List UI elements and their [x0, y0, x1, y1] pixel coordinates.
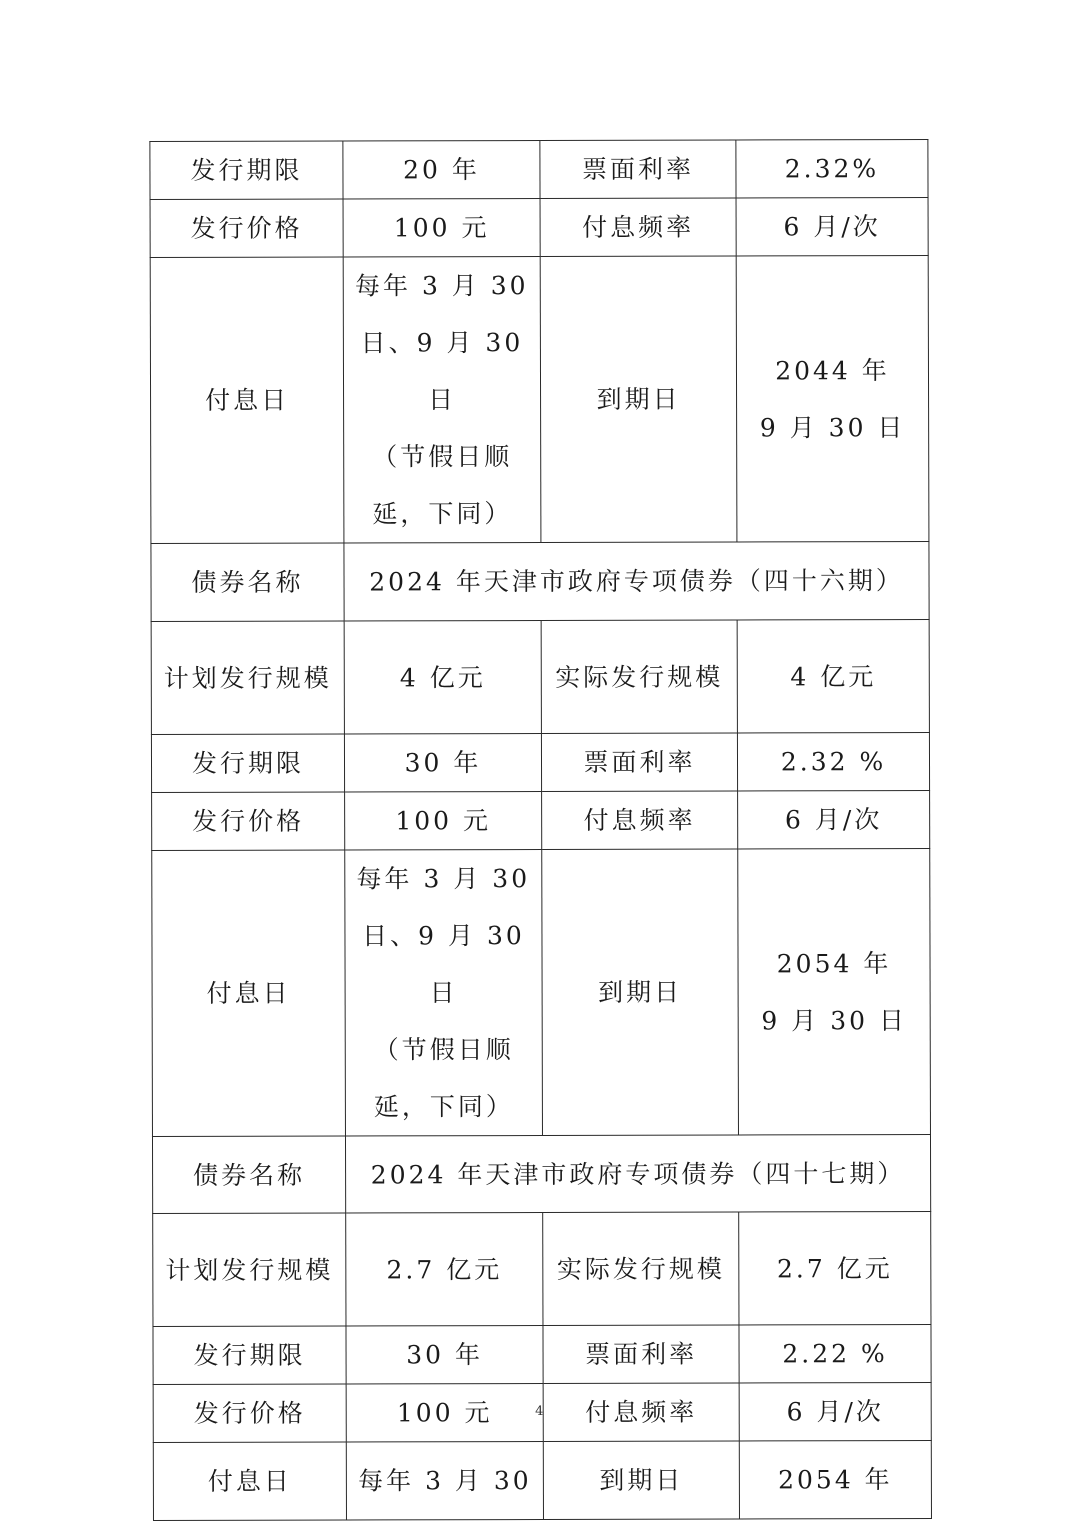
label-cell: 实际发行规模: [541, 620, 737, 734]
label-cell: 发行期限: [151, 734, 344, 793]
table-row: [153, 1324, 931, 1384]
table-row: [152, 848, 931, 1136]
value-cell: 100 元: [343, 198, 540, 257]
value-cell: 20 年: [343, 140, 540, 199]
cell-line: （节假日顺: [373, 1035, 514, 1065]
value-cell: 2.32 %: [737, 732, 929, 791]
label-cell: 付息频率: [542, 791, 738, 850]
cell-line: （节假日顺: [372, 442, 513, 472]
label-cell: 付息日: [153, 1442, 346, 1521]
cell-line: 每年 3 月 30: [354, 271, 529, 301]
table-row: [150, 197, 928, 257]
page-number: 4: [535, 1403, 544, 1420]
value-cell: 每年 3 月 30: [346, 1441, 543, 1520]
table-row: [151, 732, 929, 792]
label-cell: 付息频率: [543, 1383, 739, 1442]
cell-line: 9 月 30 日: [761, 1005, 908, 1035]
value-cell: 2054 年: [739, 1440, 931, 1519]
label-cell: 票面利率: [541, 733, 737, 792]
label-cell: 到期日: [543, 1441, 739, 1520]
table-row: [152, 1134, 930, 1213]
value-cell: 2.7 亿元: [346, 1212, 543, 1326]
label-cell: 付息频率: [540, 198, 736, 257]
table-row: [150, 139, 928, 199]
cell-line: 2054 年: [776, 948, 892, 978]
label-cell: 发行价格: [150, 199, 343, 258]
label-cell: 发行价格: [153, 1384, 346, 1443]
cell-line: 9 月 30 日: [759, 412, 906, 442]
table-row: [153, 1211, 931, 1326]
value-cell: 100 元: [346, 1383, 543, 1442]
maturity-date-cell: [736, 255, 929, 542]
value-cell: 2.22 %: [739, 1324, 931, 1383]
value-cell: 2.7 亿元: [739, 1211, 931, 1325]
bond-info-table: [149, 139, 932, 1521]
label-cell: 票面利率: [540, 140, 736, 199]
bond-name-cell: 2024 年天津市政府专项债券（四十七期）: [345, 1134, 930, 1213]
value-cell: 30 年: [344, 733, 541, 792]
label-cell: 实际发行规模: [543, 1212, 739, 1326]
label-cell: 发行期限: [150, 141, 343, 200]
table-row: [151, 619, 929, 734]
interest-date-cell: [343, 256, 541, 543]
label-cell: 票面利率: [543, 1325, 739, 1384]
value-cell: 6 月/次: [738, 790, 930, 849]
label-cell: 发行期限: [153, 1326, 346, 1385]
label-cell: 付息日: [150, 257, 344, 544]
table-row: [152, 790, 930, 850]
value-cell: 2.32%: [736, 139, 928, 198]
value-cell: 4 亿元: [737, 619, 929, 733]
table-row: [150, 255, 929, 543]
cell-line: 日、9 月 30 日: [360, 328, 524, 415]
label-cell: 付息日: [152, 850, 346, 1137]
value-cell: 6 月/次: [736, 197, 928, 256]
bond-name-cell: 2024 年天津市政府专项债券（四十六期）: [344, 541, 929, 621]
table-row: [153, 1440, 931, 1520]
cell-line: 2044 年: [775, 355, 890, 385]
cell-line: 延，下同）: [372, 499, 513, 529]
label-cell: 计划发行规模: [151, 621, 344, 735]
label-cell: 债券名称: [152, 1136, 345, 1214]
label-cell: 发行价格: [152, 792, 345, 851]
value-cell: 6 月/次: [739, 1382, 931, 1441]
label-cell: 计划发行规模: [153, 1213, 346, 1327]
value-cell: 30 年: [346, 1325, 543, 1384]
interest-date-cell: [345, 849, 543, 1136]
value-cell: 100 元: [345, 791, 542, 850]
value-cell: 4 亿元: [344, 620, 541, 734]
cell-line: 每年 3 月 30: [356, 864, 531, 894]
label-cell: 债券名称: [151, 543, 344, 622]
label-cell: 到期日: [542, 849, 739, 1136]
label-cell: 到期日: [540, 256, 737, 543]
table-row: [151, 541, 929, 621]
cell-line: 延，下同）: [373, 1092, 514, 1122]
maturity-date-cell: [738, 848, 931, 1135]
cell-line: 日、9 月 30 日: [362, 921, 525, 1008]
